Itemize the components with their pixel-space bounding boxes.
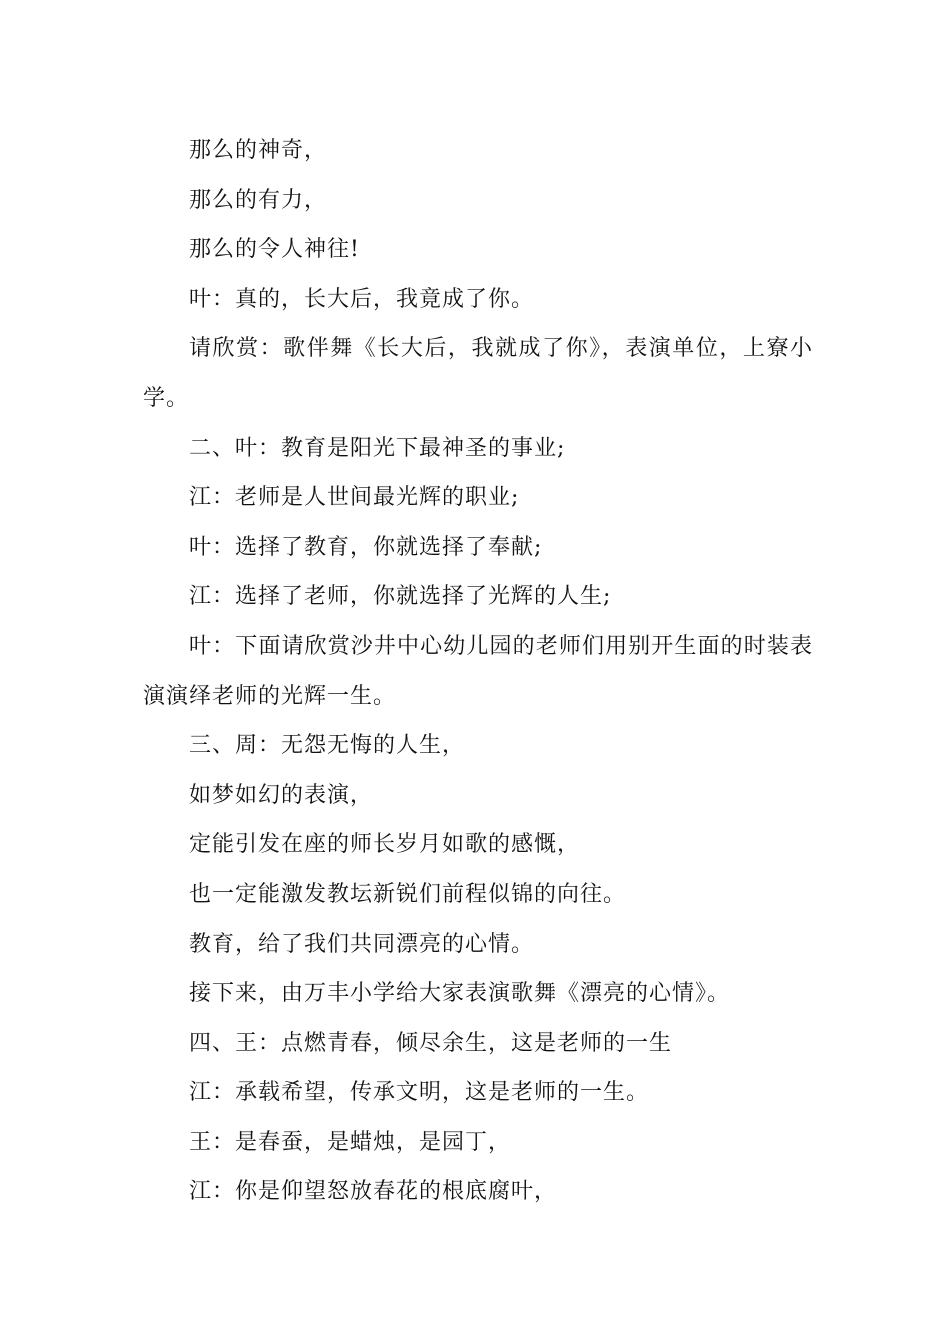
paragraph: 那么的神奇， — [189, 138, 328, 163]
document-body — [143, 126, 813, 1217]
paragraph: 四、王：点燃青春，倾尽余生，这是老师的一生 — [189, 1030, 673, 1056]
paragraph: 也一定能激发教坛新锐们前程似锦的向往。 — [189, 881, 627, 907]
paragraph: 接下来，由万丰小学给大家表演歌舞《漂亮的心情》。 — [189, 981, 731, 1007]
paragraph: 叶：真的，长大后，我竟成了你。 — [189, 286, 535, 312]
paragraph: 叶：选择了教育，你就选择了奉献; — [189, 534, 543, 560]
paragraph: 那么的有力， — [189, 187, 328, 213]
paragraph: 那么的令人神往! — [189, 237, 360, 263]
paragraph: 二、叶：教育是阳光下最神圣的事业; — [189, 435, 566, 461]
paragraph: 如梦如幻的表演， — [189, 782, 374, 808]
paragraph: 三、周：无怨无悔的人生， — [189, 733, 466, 759]
paragraph: 江：老师是人世间最光辉的职业; — [189, 485, 520, 511]
paragraph: 请欣赏：歌伴舞《长大后，我就成了你》，表演单位，上寮小学。 — [143, 336, 813, 411]
paragraph: 定能引发在座的师长岁月如歌的感慨， — [189, 832, 581, 858]
paragraph: 王：是春蚕，是蜡烛，是园丁， — [189, 1129, 512, 1155]
paragraph: 教育，给了我们共同漂亮的心情。 — [189, 931, 535, 957]
paragraph: 江：承载希望，传承文明，这是老师的一生。 — [189, 1080, 650, 1106]
paragraph: 江：你是仰望怒放春花的根底腐叶， — [189, 1179, 558, 1205]
paragraph: 叶：下面请欣赏沙井中心幼儿园的老师们用别开生面的时装表演演绎老师的光辉一生。 — [143, 633, 813, 709]
paragraph: 江：选择了老师，你就选择了光辉的人生; — [189, 584, 612, 610]
